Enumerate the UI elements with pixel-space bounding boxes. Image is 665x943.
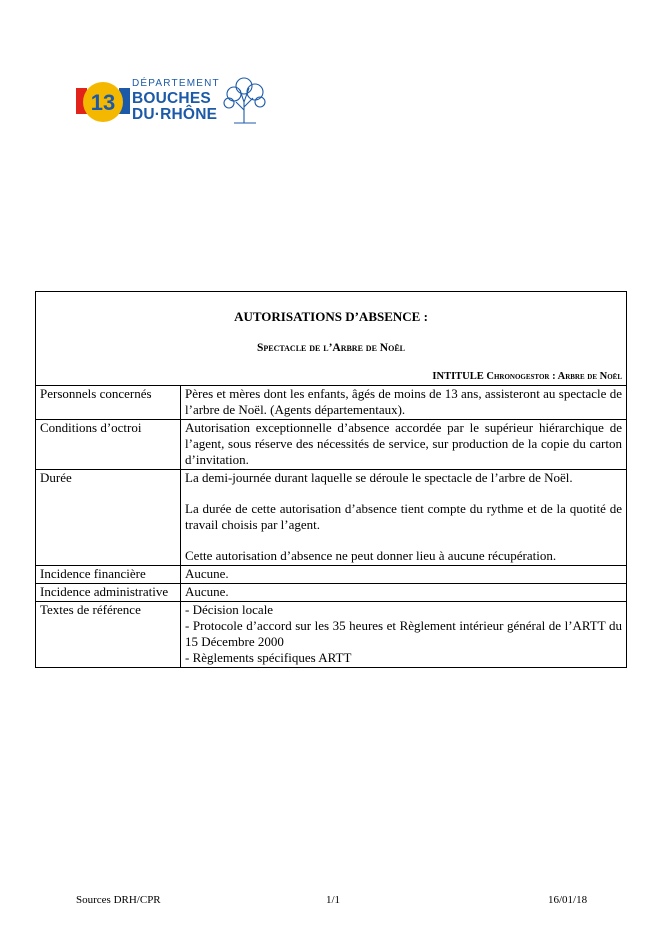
row-paragraph: Autorisation exceptionnelle d’absence accordée par le supérieur hiérarchique de l’agent, sous réserve des nécessités de service, sur production de la copie du carton d’invitation. [185, 420, 622, 467]
row-label: Incidence financière [36, 566, 181, 584]
table-row [36, 470, 626, 566]
logo-line-2: BOUCHES [132, 90, 211, 107]
paragraph-gap [185, 486, 622, 501]
footer-source: Sources DRH/CPR [76, 894, 161, 906]
paragraph-gap [185, 533, 622, 548]
row-paragraph: Aucune. [185, 584, 229, 599]
absence-authorization-table [35, 291, 627, 668]
row-label: Durée [36, 470, 181, 566]
row-value [181, 584, 627, 602]
row-paragraph: Cette autorisation d’absence ne peut donner lieu à aucune récupération. [185, 548, 557, 563]
row-paragraph: La durée de cette autorisation d’absence tient compte du rythme et de la quotité de travail choisis par l’agent. [185, 501, 622, 532]
table-row [36, 420, 626, 470]
footer-date: 16/01/18 [548, 894, 588, 906]
row-label: Textes de référence [36, 602, 181, 668]
olive-tree-icon [222, 76, 268, 124]
row-value [181, 386, 627, 420]
document-subtitle: Spectacle de l’Arbre de Noël [257, 342, 405, 354]
table-row [36, 386, 626, 420]
chronogestor-label: INTITULE Chronogestor : Arbre de Noël [432, 371, 622, 382]
row-paragraph: La demi-journée durant laquelle se déroule le spectacle de l’arbre de Noël. [185, 470, 573, 485]
logo-line-3: DU·RHÔNE [132, 106, 218, 123]
reference-line: - Règlements spécifiques ARTT [185, 650, 352, 665]
row-label: Conditions d’octroi [36, 420, 181, 470]
table-row [36, 566, 626, 584]
row-value [181, 420, 627, 470]
table-row [36, 584, 626, 602]
document-title: AUTORISATIONS D’ABSENCE : [234, 309, 428, 324]
info-table [36, 386, 626, 667]
table-row [36, 602, 626, 668]
row-value [181, 602, 627, 668]
emblem-number: 13 [90, 90, 116, 115]
row-paragraph: Aucune. [185, 566, 229, 581]
row-value [181, 566, 627, 584]
footer-page-number: 1/1 [326, 894, 341, 906]
row-paragraph: Pères et mères dont les enfants, âgés de moins de 13 ans, assisteront au spectacle de l’arbre de Noël. (Agents départementaux). [185, 386, 622, 417]
table-header [36, 292, 626, 386]
row-label: Incidence administrative [36, 584, 181, 602]
row-value [181, 470, 627, 566]
reference-line: - Décision locale [185, 602, 274, 617]
reference-line: - Protocole d’accord sur les 35 heures et Règlement intérieur général de l’ARTT du 15 Décembre 2000 [185, 618, 622, 649]
logo-line-1: DÉPARTEMENT [132, 78, 220, 89]
department-13-emblem-icon [76, 80, 130, 124]
row-label: Personnels concernés [36, 386, 181, 420]
department-logo [76, 76, 271, 128]
